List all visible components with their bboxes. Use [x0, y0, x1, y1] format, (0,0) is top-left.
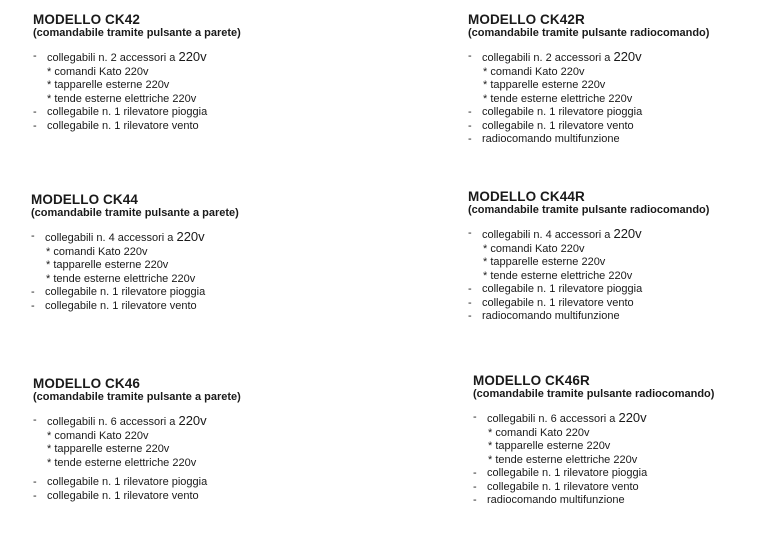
sub-item: * tapparelle esterne 220v	[46, 259, 169, 271]
spec-extra-item	[468, 297, 768, 311]
spec-list	[473, 411, 768, 508]
spec-extra-text: collegabile n. 1 rilevatore vento	[45, 299, 197, 312]
spec-extra-text: radiocomando multifunzione	[482, 310, 620, 322]
model-title: MODELLO CK42R	[468, 12, 585, 27]
model-title: MODELLO CK46R	[473, 373, 590, 388]
voltage-value: 220v	[613, 49, 642, 64]
sub-item: * comandi Kato 220v	[46, 245, 148, 258]
dash-bullet: -	[468, 133, 472, 145]
dash-bullet: -	[33, 119, 37, 132]
voltage-value: 220v	[178, 413, 207, 428]
model-ck42-block	[33, 12, 363, 133]
sub-item: * tende esterne elettriche 220v	[483, 92, 633, 105]
dash-bullet: -	[468, 119, 472, 132]
spec-list	[33, 414, 363, 503]
sub-item: * tende esterne elettriche 220v	[46, 272, 196, 285]
voltage-value: 220v	[618, 410, 647, 425]
spec-extra-text: collegabile n. 1 rilevatore vento	[482, 296, 634, 309]
sub-item: * tapparelle esterne 220v	[47, 443, 170, 455]
model-subtitle: (comandabile tramite pulsante a parete)	[31, 207, 239, 219]
spec-main-text: collegabili n. 4 accessori a	[45, 232, 177, 244]
model-subtitle: (comandabile tramite pulsante a parete)	[33, 27, 241, 39]
sub-item: * comandi Kato 220v	[47, 65, 149, 78]
dash-bullet: -	[33, 50, 37, 62]
dash-bullet: -	[468, 227, 472, 239]
sub-item: * comandi Kato 220v	[47, 429, 149, 442]
spec-extra-item	[33, 476, 363, 490]
spec-extra-text: collegabile n. 1 rilevatore pioggia	[47, 476, 208, 488]
spec-main-text: collegabili n. 6 accessori a	[47, 416, 179, 428]
spec-extra-item	[473, 481, 768, 495]
model-title: MODELLO CK46	[33, 376, 140, 391]
model-subtitle: (comandabile tramite pulsante radiocomando)	[468, 204, 710, 216]
spec-main-text: collegabili n. 6 accessori a	[487, 413, 619, 425]
model-ck46r-block	[473, 373, 768, 508]
dash-bullet: -	[33, 489, 37, 502]
spec-list	[468, 50, 768, 147]
spec-extra-item	[468, 310, 768, 324]
spec-extra-item	[33, 120, 363, 134]
dash-bullet: -	[473, 480, 477, 493]
dash-bullet: -	[468, 310, 472, 322]
dash-bullet: -	[468, 283, 472, 295]
dash-bullet: -	[31, 286, 35, 298]
dash-bullet: -	[33, 106, 37, 118]
dash-bullet: -	[468, 50, 472, 62]
dash-bullet: -	[473, 494, 477, 506]
spec-extra-text: collegabile n. 1 rilevatore vento	[47, 489, 199, 502]
sub-item: * tende esterne elettriche 220v	[483, 269, 633, 282]
spec-extra-item	[31, 286, 361, 300]
spec-extra-text: collegabile n. 1 rilevatore pioggia	[487, 467, 648, 479]
sub-item: * tapparelle esterne 220v	[47, 79, 170, 91]
model-ck44-block	[31, 192, 361, 313]
sub-item: * comandi Kato 220v	[483, 65, 585, 78]
sub-item: * comandi Kato 220v	[488, 426, 590, 439]
spec-main-item	[33, 50, 363, 66]
spec-extra-item	[473, 467, 768, 481]
spec-extra-text: collegabile n. 1 rilevatore pioggia	[482, 106, 643, 118]
spec-extra-item	[31, 300, 361, 314]
dash-bullet: -	[33, 414, 37, 426]
sub-item: * tende esterne elettriche 220v	[47, 456, 197, 469]
spec-main-item	[33, 414, 363, 430]
spec-extra-item	[468, 283, 768, 297]
sub-item: * comandi Kato 220v	[483, 242, 585, 255]
voltage-value: 220v	[613, 226, 642, 241]
voltage-value: 220v	[176, 229, 205, 244]
model-subtitle: (comandabile tramite pulsante a parete)	[33, 391, 241, 403]
spec-extra-item	[473, 494, 768, 508]
voltage-value: 220v	[178, 49, 207, 64]
model-ck42r-block	[468, 12, 768, 147]
spec-extra-text: radiocomando multifunzione	[487, 494, 625, 506]
sub-item: * tende esterne elettriche 220v	[47, 92, 197, 105]
sub-item: * tapparelle esterne 220v	[488, 440, 611, 452]
spec-main-text: collegabili n. 2 accessori a	[482, 52, 614, 64]
model-subtitle: (comandabile tramite pulsante radiocomando)	[468, 27, 710, 39]
spec-main-text: collegabili n. 4 accessori a	[482, 229, 614, 241]
spec-list	[33, 50, 363, 133]
dash-bullet: -	[468, 296, 472, 309]
model-subtitle: (comandabile tramite pulsante radiocomando)	[473, 388, 715, 400]
spec-extra-text: collegabile n. 1 rilevatore vento	[47, 119, 199, 132]
dash-bullet: -	[473, 467, 477, 479]
spec-main-item	[468, 50, 768, 66]
dash-bullet: -	[468, 106, 472, 118]
model-title: MODELLO CK42	[33, 12, 140, 27]
model-ck46-block	[33, 376, 363, 503]
spec-extra-text: radiocomando multifunzione	[482, 133, 620, 145]
spec-extra-item	[468, 120, 768, 134]
model-title: MODELLO CK44	[31, 192, 138, 207]
spec-extra-item	[468, 133, 768, 147]
model-title: MODELLO CK44R	[468, 189, 585, 204]
spec-main-item	[468, 227, 768, 243]
spec-main-item	[31, 230, 361, 246]
spec-extra-text: collegabile n. 1 rilevatore pioggia	[45, 286, 206, 298]
sub-item: * tende esterne elettriche 220v	[488, 453, 638, 466]
sub-item: * tapparelle esterne 220v	[483, 256, 606, 268]
spec-list	[31, 230, 361, 313]
dash-bullet: -	[473, 411, 477, 423]
spec-main-text: collegabili n. 2 accessori a	[47, 52, 179, 64]
dash-bullet: -	[31, 230, 35, 242]
sub-item: * tapparelle esterne 220v	[483, 79, 606, 91]
spec-extra-text: collegabile n. 1 rilevatore pioggia	[47, 106, 208, 118]
model-ck44r-block	[468, 189, 768, 324]
dash-bullet: -	[33, 476, 37, 488]
spec-list	[468, 227, 768, 324]
spec-extra-item	[33, 106, 363, 120]
spec-extra-item	[468, 106, 768, 120]
dash-bullet: -	[31, 299, 35, 312]
spec-main-item	[473, 411, 768, 427]
spec-extra-text: collegabile n. 1 rilevatore vento	[487, 480, 639, 493]
spec-extra-text: collegabile n. 1 rilevatore vento	[482, 119, 634, 132]
spec-extra-text: collegabile n. 1 rilevatore pioggia	[482, 283, 643, 295]
spec-extra-item	[33, 490, 363, 504]
